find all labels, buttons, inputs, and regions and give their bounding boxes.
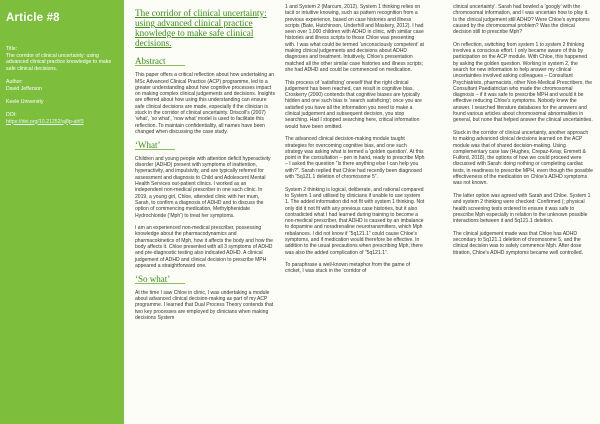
body-paragraph: The advanced clinical decision-making module taught strategies for overcoming cognitive bias, and one such strategy was asking what is termed a ‘golden question’. At this point in the consultation – pen in hand, ready to prescribe Mph – I asked the question “Is there anything else I can help you with?”. Sarah replied that Chloe had recently been diagnosed with “5q121.1 deletion of chromosome 5”. [285,136,425,181]
body-paragraph: The latter option was agreed with Sarah and Chloe. System 1 and system 2 thinking were checked: Confirmed (; physical health screening tests ordered to ensure it was safe to prescribe Mph especially in relation to the unknown possible interactions between it and 5q121.1 deletion. [453,192,591,225]
body-paragraph: On reflection, switching from system 1 to system 2 thinking involves a conscious effort. I only became aware of this by participation on the ACP module. With Chloe, this happened by asking the golden question. Working in system 2, the search for new information to help answer my clinical uncertainties involved asking colleagues – Consultant Psychiatrists, pharmacists, other Non-Medical Prescribers, the Consultant Paediatrician who made the chromosomal diagnosis – if it was safe to prescribe MPH and would it be effective reducing Chloe's symptoms. Nobody knew the answer. I searched literature databases for the answers and found various articles about chromosomal abnormalities in general, but none that helped answer the clinical uncertainties. [453,41,593,124]
article-sidebar [0,0,124,424]
body-paragraph: The clinical judgement made was that Chloe has ADHD secondary to 5q121.1 deletion of chromosome 5, and the clinical decision was to safely commence Mph. After dose titration, Chloe's ADHD symptoms became well controlled. [453,230,583,256]
title-value: The corridor of clinical uncertainty: using advanced clinical practice knowledge to make safe clinical decisions. [6,52,112,72]
so-what-paragraph-1: At the time I saw Chloe in clinic, I was undertaking a module about advanced clinical decision-making as part of my ACP programme. I learned that Dual Process Theory contends that two key processes are employed by clinicians when making decisions System [135,289,274,321]
body-paragraph: 1 and System 2 (Marcum, 2012). System 1 thinking relies on tacit or intuitive knowing, such as pattern recognition from a previous experience, based on case histories and illness scripts (Bate, Hutchinson, Underhill and Maskery, 2012). I had seen over 1,000 children with ADHD in clinic, with similar case histories and illness scripts to those Chloe was presenting with. I was what could be termed ‘unconsciously competent’ at making clinical judgements and decisions about ADHD diagnoses and treatment. Intuitively, Chloe's presentation matched all the other similar case histories and illness scripts; she had ADHD and could be commenced on medication. [285,4,424,73]
what-paragraph-2: I am an experienced non-medical prescriber, possessing knowledge about the pharmacodynamics and pharmacokinetics of Mph, how it affects the body and how the body affects it. Chloe presented with all 3 symptoms of ADHD and pre-diagnostic testing also indicated ADHD. A clinical judgement of ADHD and clinical decision to prescribe MPH appeared a straightforward one. [135,225,273,269]
what-paragraph-1: Children and young people with attention deficit hyperactivity disorder (ADHD) present with symptoms of inattention, hyperactivity, and impulsivity, and are typically referred for assessment and diagnosis to Child and Adolescent Mental Health Services out-patient clinics. I worked as an independent non-medical prescriber in one such clinic. In 2019, a young girl, Chloe, attended clinic with her mum, Sarah, to confirm a diagnosis of ADHD and to discuss the option of commencing medication, Methylphenidate Hydrochloride (‘Mph’) to treat her symptoms. [135,155,271,219]
doi-link[interactable]: https://doi.org/10.21252/aj8p-ahf3 [6,118,84,125]
title-label: Title: [6,46,18,52]
author-value: David Jefferson [6,85,42,92]
body-paragraph: Stuck in the corridor of clinical uncertainty, another approach to making advanced clinical decisions learned on the ACP module was that of shared decision-making. Using complementary case law (Hughes, Crepaz-Keay, Emmett & Fulford, 2018), the options of how we could proceed were discussed with Sarah: doing nothing or completing cardiac tests, in readiness to prescribe MPH, even though the possible effectiveness of the medication on Chloe's ADHD symptoms was not known. [453,129,593,187]
column-2 [285,4,425,281]
column-3 [453,4,593,262]
doi-label: DOI: [6,111,17,118]
abstract-heading: Abstract [135,58,185,66]
author-label: Author: [6,78,23,85]
body-paragraph: clinical uncertainty’. Sarah had bowled a ‘googly’ with the chromosomal information, and I was uncertain how to play it. Is the clinical judgement still ADHD? Were Chloe's symptoms caused by the chromosomal problem? Was the clinical decision still to prescribe Mph? [453,4,590,36]
body-paragraph: To paraphrase a well-known metaphor from the game of cricket, I was stuck in the ‘corridor of [285,262,411,275]
affiliation: Keele University [6,98,44,105]
abstract-text: This paper offers a critical reflection about how undertaking an MSc Advanced Clinical Practice (ACP) programme, led to a greater understanding about how cognitive processes impact on making complex clinical judgements and decisions. Insights are offered about how using this understanding can ensure safe clinical decisions are made, especially if the clinician is stuck in the corridor of clinical uncertainty. Driscoll's (2007) ‘what’, ‘so what’, ‘now what’ model is used to facilitate this reflection. To maintain confidentiality, all names have been changed when discussing the case study. [135,72,275,135]
article-meta [6,46,118,125]
body-paragraph: This process of ‘satisficing’ oneself that the right clinical judgement has been reached, can result in cognitive bias. Croskerry (2000) contends that cognitive biases are typically hidden and one such bias is ‘search satisficing’; once you are satisfied you have all the information you need to make a clinical judgement and subsequent decision, you stop searching. Had I stopped searching here, critical information would have been omitted. [285,79,422,130]
so-what-heading: ‘So what’ [135,276,185,284]
paper-title[interactable]: The corridor of clinical uncertainty: using advanced clinical practice knowledge to make safe clinical decisions. [135,8,267,48]
body-paragraph: System 2 thinking is logical, deliberate, and rational compared to System 1 and utilised by clinicians if unable to use system 1. The added information did not fit with system 1 thinking. Not only did it not fit with any previous case histories, but it also contradicted what I had learned during training to become a non-medical prescriber, that ADHD is caused by an imbalance to dopamine and noradrenaline neurotransmitters, which Mph rebalances. I did not know if “5q121.1” could cause Chloe's symptoms, and if medication would therefore be effective. In addition to the usual precautions when prescribing Mph, there was also the added complication of “5q121.1”. [285,186,425,256]
column-1 [135,0,275,328]
article-number: Article #8 [6,12,60,24]
what-heading: ‘What’ [135,142,175,150]
